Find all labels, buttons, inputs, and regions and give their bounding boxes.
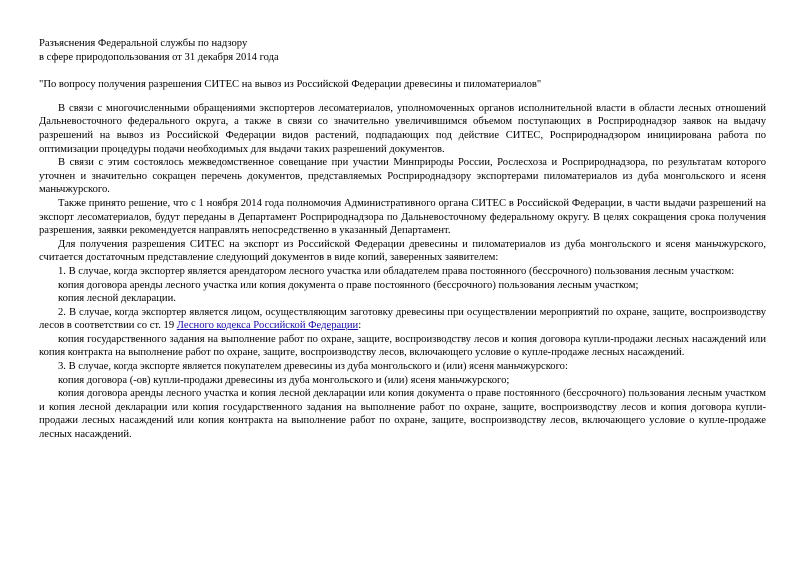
document-title: "По вопросу получения разрешения СИТЕС на вывоз из Российской Федерации древесины и пиломатериалов" bbox=[39, 79, 542, 91]
paragraph-decision: Также принято решение, что с 1 ноября 2014 года полномочия Административного органа СИТЕС в Российской Федерации, в части выдачи разрешений на экспорт лесоматериалов, будут переданы в Департамент Росприроднадзора по Дальневосточному федеральному округу. В целях сокращения срока получения разрешения, заявки рекомендуется направлять непосредственно в указанный Департамент. bbox=[39, 197, 766, 237]
forest-code-link[interactable]: Лесного кодекса Российской Федерации bbox=[176, 320, 359, 332]
paragraph-intro: В связи с многочисленными обращениями экспортеров лесоматериалов, уполномоченных органов исполнительной власти в области лесных отношений Дальневосточного федерального округа, а также в связи со значительно увеличившимся объемом поступающих в Росприроднадзор заявок на выдачу разрешений на вывоз из Российской Федерации видов растений, подпадающих под действие СИТЕС, Росприроднадзором инициирована работа по оптимизации процедуры подачи необходимых для выдачи таких разрешений документов. bbox=[39, 102, 766, 155]
paragraph-documents-intro: Для получения разрешения СИТЕС на экспорт из Российской Федерации древесины и пиломатериалов из дуба монгольского и ясеня маньчжурского, считается достаточным представление следующий документов в виде копий, заверенных заявителем: bbox=[39, 238, 766, 264]
paragraph-case-3: 3. В случае, когда экспорте является покупателем древесины из дуба монгольского и (или) ясеня маньчжурского: bbox=[58, 361, 568, 373]
paragraph-case-1-lease-copy: копия договора аренды лесного участка или копия документа о праве постоянного (бессрочного) пользования лесным участком; bbox=[58, 279, 639, 291]
paragraph-case-3-contract-copy: копия договора (-ов) купли-продажи древесины из дуба монгольского и (или) ясеня маньчжурского; bbox=[58, 374, 510, 386]
header-line-agency: Разъяснения Федеральной службы по надзору bbox=[39, 38, 248, 49]
document-header bbox=[39, 37, 766, 64]
case-2-text: 2. В случае, когда экспортер является лицом, осуществляющим заготовку древесины при осуществлении мероприятий по охране, защите, воспроизводству лесов в соответствии со ст. 19 bbox=[39, 306, 766, 332]
paragraph-case-3-documents: копия договора аренды лесного участка и копия лесной декларации или копия документа о праве постоянного (бессрочного) пользования лесным участком и копия лесной декларации или копия государственного задания на выполнение работ по охране, защите, воспроизводству лесов и копия договора купли-продажи лесных насаждений или копия контракта на выполнение работ по охране, защите, воспроизводству лесов, включающего условие о купле-продаже лесных насаждений. bbox=[39, 388, 766, 441]
paragraph-meeting: В связи с этим состоялось межведомственное совещание при участии Минприроды России, Рослесхоза и Росприроднадзора, по результатам которого уточнен и значительно сокращен перечень документов, представляемых Росприроднадзору экспортерами пиломатериалов из дуба монгольского и ясеня маньчжурского. bbox=[39, 157, 766, 196]
paragraph-case-2 bbox=[39, 306, 766, 333]
header-line-date: в сфере природопользования от 31 декабря 2014 года bbox=[39, 51, 279, 63]
paragraph-case-1-declaration-copy: копия лесной декларации. bbox=[58, 293, 176, 305]
document-page bbox=[39, 37, 766, 442]
case-2-colon: : bbox=[358, 320, 362, 332]
document-body bbox=[39, 102, 766, 442]
paragraph-case-1: 1. В случае, когда экспортер является арендатором лесного участка или обладателем права постоянного (бессрочного) пользования лесным участком: bbox=[58, 265, 735, 277]
paragraph-case-2-documents: копия государственного задания на выполнение работ по охране, защите, воспроизводству лесов и копия договора купли-продажи лесных насаждений или копия контракта на выполнение работ по охране, защите, воспроизводству лесов, включающего условие о купле-продаже лесных насаждений. bbox=[39, 333, 766, 359]
